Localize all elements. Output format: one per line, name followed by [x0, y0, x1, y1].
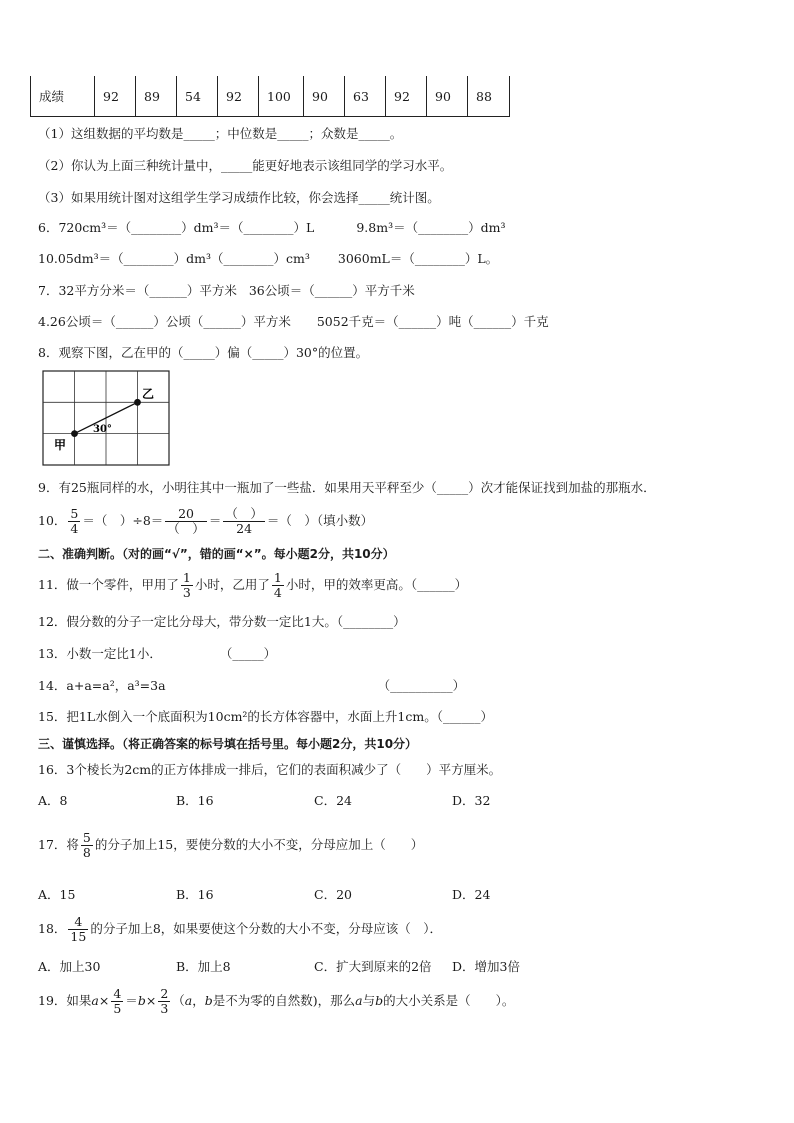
q7-d: 5052千克＝（______）吨（______）千克 [316, 314, 549, 329]
q18-option-b: B．加上8 [176, 959, 231, 974]
q6-b: 9.8m³＝（________）dm³ [356, 220, 506, 235]
score-cell: 54 [177, 76, 218, 117]
score-table [30, 76, 510, 117]
q19-fraction-2: $\frac{2}{3}$ [160, 986, 169, 1016]
q10-eq: ＝ [208, 513, 222, 528]
q19-eq: ＝ [125, 993, 138, 1008]
q18-option-a: A．加上30 [38, 959, 101, 974]
section-2-heading: 二、准确判断。（对的画“√”，错的画“×”。每小题2分，共10分） [38, 547, 395, 561]
q14-text: 14．a+a=a²，a³=3a [38, 678, 166, 693]
q6-d: 3060mL＝（________）L。 [337, 251, 499, 266]
point-a-dot [71, 430, 78, 437]
q19-times: × [98, 993, 110, 1008]
q19-var-a: a [91, 993, 99, 1008]
score-cell: 88 [468, 76, 510, 117]
q14-blank: （__________） [377, 678, 466, 693]
q10-mid: ＝（ ）÷8＝ [82, 513, 164, 528]
point-a-label: 甲 [54, 438, 67, 452]
q8-grid-figure [42, 370, 172, 468]
q6-line1 [38, 219, 505, 237]
q11-line [38, 566, 467, 604]
q7-line2 [38, 313, 549, 331]
q10-fraction-3: $\frac{( )}{24}$ [225, 506, 263, 536]
q6-c: 10.05dm³＝（________）dm³（________）cm³ [38, 251, 310, 266]
q10-fraction-2: $\frac{20}{( )}$ [167, 506, 205, 536]
q18-option-c: C．扩大到原来的2倍 [314, 959, 432, 974]
q16-text: 16．3个棱长为2cm的正方体排成一排后，它们的表面积减少了（ ）平方厘米。 [38, 762, 502, 777]
q18-tail: 的分子加上8，如果要使这个分数的大小不变，分母应该（ ）． [90, 921, 443, 936]
q15-text: 15．把1L水倒入一个底面积为10cm²的长方体容器中，水面上升1cm。（______） [38, 709, 493, 724]
q6-line2 [38, 250, 498, 268]
score-cell: 92 [386, 76, 427, 117]
q7-b: 36公顷＝（______）平方千米 [248, 283, 415, 298]
q9-text: 9．有25瓶同样的水，小明往其中一瓶加了一些盐．如果用天平秤至少（_____）次才能保证找到加盐的那瓶水． [38, 480, 656, 495]
q7-c: 4.26公顷＝（______）公顷（______）平方米 [38, 314, 291, 329]
q12-text: 12．假分数的分子一定比分母大，带分数一定比1大。（________） [38, 614, 406, 629]
q19-var-b: b [137, 993, 146, 1008]
q16-option-b: B．16 [176, 793, 214, 808]
q10-number: 10． [38, 513, 67, 528]
q19-var-a-2: a [184, 993, 193, 1008]
q17-option-d: D．24 [452, 887, 491, 902]
q13-line [38, 645, 276, 663]
q19-times-2: × [145, 993, 157, 1008]
q18-fraction: $\frac{4}{15}$ [70, 914, 87, 944]
score-cell: 89 [136, 76, 177, 117]
q11-mid: 小时，乙用了 [194, 577, 270, 592]
q19-condition: 是不为零的自然数)，那么 [212, 993, 356, 1008]
score-cell: 90 [427, 76, 468, 117]
q5-part3: （3）如果用统计图对这组学生学习成绩作比较，你会选择_____统计图。 [38, 190, 440, 205]
point-b-label: 乙 [142, 387, 155, 401]
q19-paren-open: （ [172, 993, 185, 1008]
q18-option-d: D．增加3倍 [452, 959, 520, 974]
q11-fraction-2: $\frac{1}{4}$ [273, 570, 282, 600]
score-cell: 63 [345, 76, 386, 117]
q19-var-b-3: b [375, 993, 384, 1008]
q11-fraction-1: $\frac{1}{3}$ [182, 570, 191, 600]
q19-pre: 19．如果 [38, 993, 92, 1008]
q10-line [38, 502, 373, 540]
q19-and: 与 [362, 993, 376, 1008]
point-b-dot [134, 399, 141, 406]
section-3-heading: 三、谨慎选择。（将正确答案的标号填在括号里。每小题2分，共10分） [38, 737, 418, 751]
q7-a: 7．32平方分米＝（______）平方米 [38, 283, 237, 298]
q17-option-c: C．20 [314, 887, 352, 902]
q6-a: 6．720cm³＝（________）dm³＝（________）L [38, 220, 315, 235]
q5-part1: （1）这组数据的平均数是_____；中位数是_____；众数是_____。 [38, 126, 403, 141]
q16-option-d: D．32 [452, 793, 491, 808]
q13-text: 13．小数一定比1小． [38, 646, 162, 661]
q17-option-b: B．16 [176, 887, 214, 902]
score-cell: 92 [95, 76, 136, 117]
table-row [31, 76, 510, 117]
q13-blank: （_____） [219, 646, 277, 661]
q19-var-a-3: a [355, 993, 363, 1008]
q18-pre: 18． [38, 921, 67, 936]
q8-text: 8．观察下图，乙在甲的（_____）偏（_____）30°的位置。 [38, 345, 369, 360]
q17-pre: 17．将 [38, 837, 79, 852]
q16-option-a: A．8 [38, 793, 68, 808]
angle-label: 30° [93, 424, 112, 435]
score-cell: 90 [304, 76, 345, 117]
q11-tail: 小时，甲的效率更高。（______） [285, 577, 468, 592]
q5-part2: （2）你认为上面三种统计量中，_____能更好地表示该组同学的学习水平。 [38, 158, 453, 173]
q16-option-c: C．24 [314, 793, 352, 808]
q10-tail: ＝（ ）（填小数） [266, 513, 374, 528]
q10-fraction-1: $\frac{5}{4}$ [70, 506, 79, 536]
q17-fraction: $\frac{5}{8}$ [82, 830, 91, 860]
q19-fraction-1: $\frac{4}{5}$ [113, 986, 122, 1016]
q17-line [38, 826, 423, 864]
table-header-cell: 成绩 [31, 76, 95, 117]
score-cell: 100 [259, 76, 304, 117]
score-cell: 92 [218, 76, 259, 117]
q19-var-b-2: b [204, 993, 213, 1008]
q14-line [38, 677, 465, 695]
q19-line [38, 982, 514, 1020]
q17-option-a: A．15 [38, 887, 76, 902]
q19-comma: ， [192, 993, 205, 1008]
q17-tail: 的分子加上15，要使分数的大小不变，分母应加上（ ） [94, 837, 424, 852]
q18-line [38, 910, 442, 948]
q7-line1 [38, 282, 415, 300]
q11-pre: 11．做一个零件，甲用了 [38, 577, 179, 592]
q19-tail: 的大小关系是（ ）。 [383, 993, 515, 1008]
